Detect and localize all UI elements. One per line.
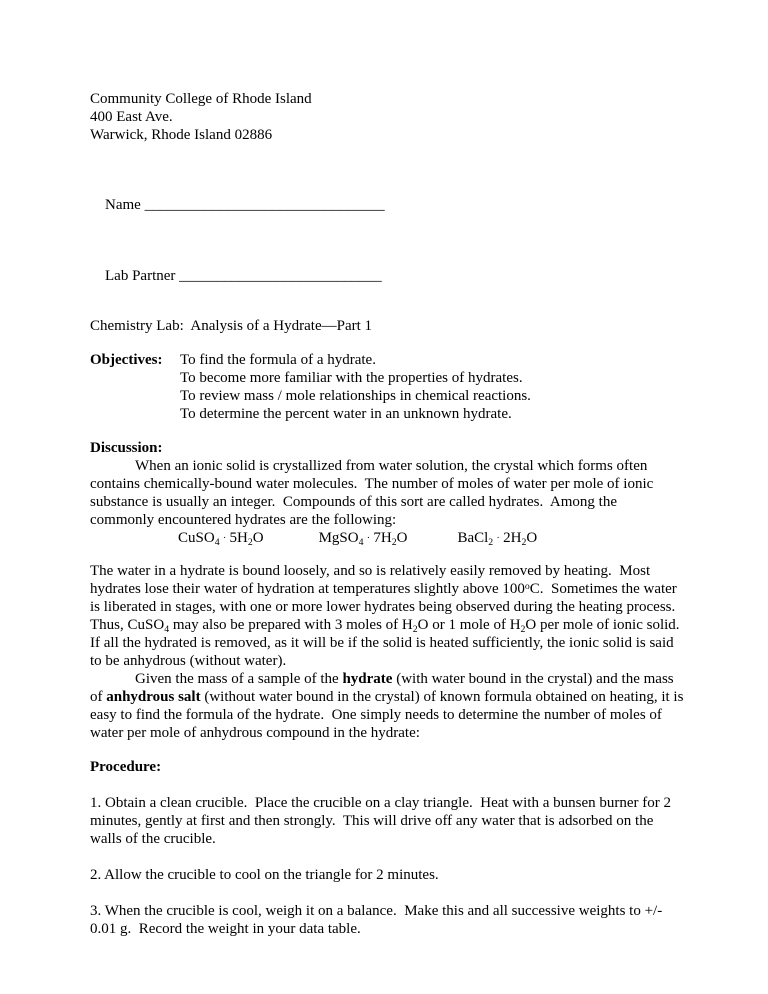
address-street: 400 East Ave.: [90, 109, 173, 125]
school-name: Community College of Rhode Island: [90, 91, 312, 107]
document-title: Chemistry Lab: Analysis of a Hydrate—Part 1: [90, 318, 373, 334]
procedure-section: [90, 758, 684, 938]
discussion-paragraph-1: When an ionic solid is crystallized from water solution, the crystal which forms often contains chemically-bound water molecules. The number of moles of water per mole of ionic substance is usually an integer. Compounds of this sort are called hydrates. Among the commonly encountered hydrates are the following:: [90, 458, 658, 528]
objective-item: To become more familiar with the properties of hydrates.: [180, 370, 523, 386]
address-city: Warwick, Rhode Island 02886: [90, 127, 273, 143]
objectives-list: [180, 351, 684, 423]
discussion-paragraph-3: Given the mass of a sample of the hydrate (with water bound in the crystal) and the mass of anhydrous salt (without water bound in the crystal) of known formula obtained on heating, it is easy to find the formula of the hydrate. One simply needs to determine the number of moles of water per mole of anhydrous compound in the hydrate:: [90, 671, 688, 741]
discussion-heading: Discussion:: [90, 440, 163, 456]
objective-item: To review mass / mole relationships in chemical reactions.: [180, 388, 531, 404]
lab-partner-label: Lab Partner: [105, 268, 180, 284]
discussion-paragraph-2: The water in a hydrate is bound loosely, and so is relatively easily removed by heating. Most hydrates lose their water of hydration at temperatures slightly above 100$^o$C. Sometimes the water is liberated in stages, with one or more lower hydrates being observed during the heating process. Thus, CuSO$_4$ may also be prepared with 3 moles of $H_2O$ or 1 mole of $H_2O$ per mole of ionic solid. If all the hydrated is removed, as it will be if the solid is heated sufficiently, the ionic solid is said to be anhydrous (without water).: [90, 563, 688, 669]
objective-item: To determine the percent water in an unknown hydrate.: [180, 406, 512, 422]
procedure-step: 1. Obtain a clean crucible. Place the crucible on a clay triangle. Heat with a bunsen burner for 2 minutes, gently at first and then strongly. This will drive off any water that is adsorbed on the walls of the crucible.: [90, 795, 675, 847]
hydrate-formula-mgso4: MgSO$_4$ . $7H_2O$: [318, 529, 408, 548]
hydrate-formula-bacl2: BaCl$_2$ . $2H_2O$: [457, 529, 538, 548]
objectives-heading: Objectives:: [90, 352, 163, 368]
discussion-section: [90, 439, 688, 742]
objective-item: To find the formula of a hydrate.: [180, 352, 376, 368]
school-address: [90, 90, 684, 144]
lab-partner-field-line: [90, 249, 684, 303]
procedure-heading: Procedure:: [90, 759, 162, 775]
name-field-line: [90, 178, 684, 232]
procedure-step: 3. When the crucible is cool, weigh it on a balance. Make this and all successive weights to +/- 0.01 g. Record the weight in your data table.: [90, 903, 666, 937]
procedure-step: 2. Allow the crucible to cool on the triangle for 2 minutes.: [90, 867, 439, 883]
name-blank: ________________________________: [144, 197, 385, 213]
lab-partner-blank: ___________________________: [179, 268, 382, 284]
hydrate-formula-row: [178, 529, 684, 547]
objectives-section: [90, 351, 684, 423]
name-label: Name: [105, 197, 145, 213]
hydrate-formula-cuso4: CuSO$_4$ . $5H_2O$: [178, 529, 264, 548]
